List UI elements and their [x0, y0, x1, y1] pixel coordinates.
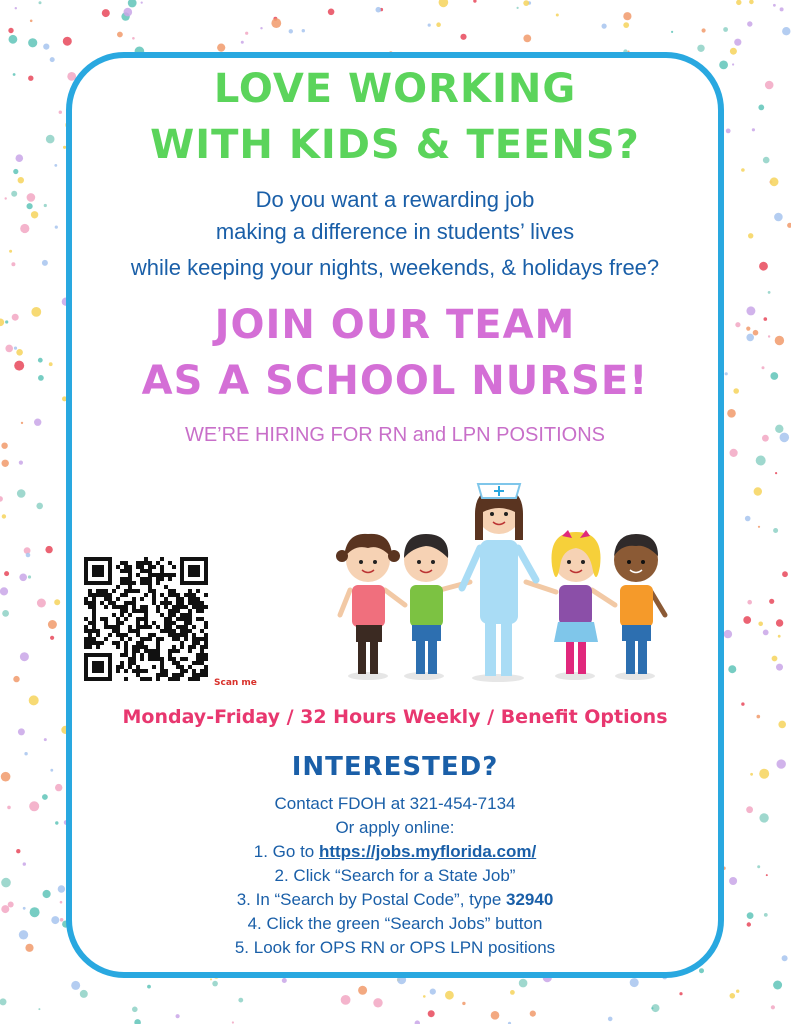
step-4: 4. Click the green “Search Jobs” button: [247, 914, 543, 933]
child-2: [404, 534, 448, 674]
intro-line-3: while keeping your nights, weekends, & holidays free?: [130, 255, 660, 280]
qr-code[interactable]: [84, 557, 208, 681]
intro-line-1: Do you want a rewarding job: [255, 187, 535, 212]
step-3: [66, 888, 724, 912]
step-2: 2. Click “Search for a State Job”: [274, 866, 516, 885]
step-1: [66, 840, 724, 864]
nurse-with-children-illustration: [330, 470, 670, 685]
schedule-text: Monday-Friday / 32 Hours Weekly / Benefit Options: [122, 706, 668, 728]
interested-heading: INTERESTED?: [291, 752, 499, 782]
step-1-prefix: 1. Go to: [253, 842, 319, 861]
scan-me-label: Scan me: [214, 678, 257, 688]
jobs-link[interactable]: https://jobs.myflorida.com/: [318, 842, 537, 861]
child-3: [552, 530, 601, 674]
join-line-2: AS A SCHOOL NURSE!: [141, 358, 649, 404]
hiring-text: WE’RE HIRING FOR RN and LPN POSITIONS: [184, 424, 606, 446]
intro-line-2: making a difference in students’ lives: [215, 219, 575, 244]
contact-instructions: [66, 792, 724, 960]
child-4: [614, 534, 658, 674]
headline-line-2: WITH KIDS & TEENS?: [150, 122, 640, 168]
step-5: 5. Look for OPS RN or OPS LPN positions: [234, 938, 556, 957]
step-3-prefix: 3. In “Search by Postal Code”, type: [236, 890, 507, 909]
headline-line-1: LOVE WORKING: [213, 66, 577, 112]
contact-phone: Contact FDOH at 321-454-7134: [274, 794, 516, 813]
postal-code: 32940: [506, 890, 554, 909]
contact-apply: Or apply online:: [335, 818, 455, 837]
join-line-1: JOIN OUR TEAM: [214, 302, 576, 348]
